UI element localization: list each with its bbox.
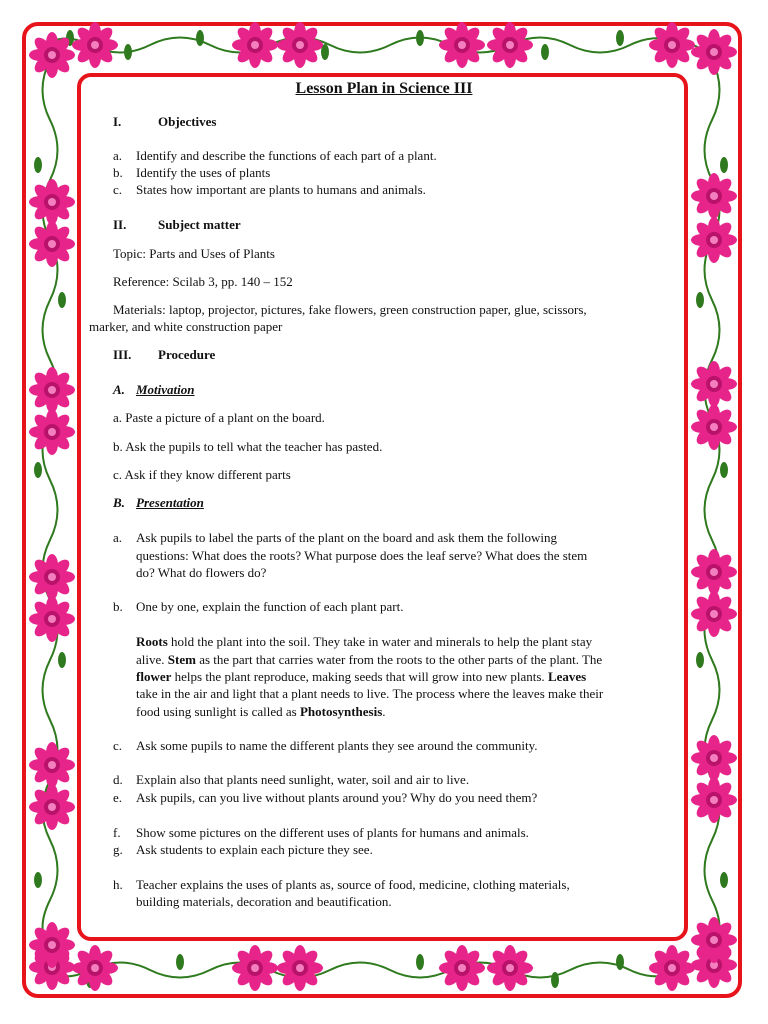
section-heading-objectives: Objectives [158, 114, 217, 129]
plant-parts-paragraph-line [136, 651, 602, 668]
term-stem: Stem [167, 652, 196, 667]
presentation-marker: g. [113, 842, 123, 857]
presentation-text: One by one, explain the function of each plant part. [136, 599, 404, 614]
motivation-item: b. Ask the pupils to tell what the teacher has pasted. [113, 439, 383, 454]
presentation-marker: f. [113, 825, 121, 840]
plant-parts-paragraph-line [136, 703, 386, 720]
term-leaves: Leaves [547, 669, 587, 684]
motivation-item: a. Paste a picture of a plant on the board. [113, 410, 325, 425]
objective-marker: a. [113, 148, 123, 163]
presentation-heading: Presentation [136, 495, 204, 510]
presentation-marker: c. [113, 738, 123, 753]
presentation-marker: a. [113, 530, 123, 545]
term-flower: flower [136, 669, 172, 684]
paragraph-text: as the part that carries water from the roots to the other parts of the plant. The [195, 652, 603, 667]
presentation-text: Show some pictures on the different uses of plants for humans and animals. [136, 825, 529, 840]
presentation-text: Ask pupils, can you live without plants around you? Why do you need them? [136, 790, 538, 805]
presentation-text: Ask some pupils to name the different plants they see around the community. [136, 738, 538, 753]
paragraph-text: hold the plant into the soil. They take in water and minerals to help the plant stay [167, 634, 593, 649]
subject-materials-line2: marker, and white construction paper [89, 319, 283, 334]
paragraph-text: helps the plant reproduce, making seeds that will grow into new plants. [171, 669, 548, 684]
presentation-marker: b. [113, 599, 123, 614]
plant-parts-paragraph-line [136, 633, 592, 650]
section-heading-subject: Subject matter [158, 217, 241, 232]
section-heading-procedure: Procedure [158, 347, 216, 362]
subject-reference: Reference: Scilab 3, pp. 140 – 152 [113, 274, 293, 289]
objective-text: States how important are plants to humans and animals. [136, 182, 426, 197]
paragraph-text: . [382, 704, 386, 719]
objective-marker: b. [113, 165, 123, 180]
subject-topic: Topic: Parts and Uses of Plants [113, 246, 275, 261]
motivation-item: c. Ask if they know different parts [113, 467, 291, 482]
presentation-letter: B. [113, 495, 125, 510]
presentation-text: Ask pupils to label the parts of the plant on the board and ask them the following [136, 530, 557, 545]
presentation-text: do? What do flowers do? [136, 565, 267, 580]
section-number-objectives: I. [113, 114, 122, 129]
presentation-marker: d. [113, 772, 123, 787]
plant-parts-paragraph-line: take in the air and light that a plant needs to live. The process where the leaves make their [136, 686, 604, 701]
presentation-text: Ask students to explain each picture they see. [136, 842, 373, 857]
presentation-marker: h. [113, 877, 123, 892]
motivation-heading: Motivation [136, 382, 195, 397]
motivation-letter: A. [113, 382, 125, 397]
presentation-text: Explain also that plants need sunlight, water, soil and air to live. [136, 772, 470, 787]
paragraph-text: food using sunlight is called as [136, 704, 300, 719]
plant-parts-paragraph-line [136, 668, 586, 685]
objective-text: Identify and describe the functions of each part of a plant. [136, 148, 437, 163]
presentation-marker: e. [113, 790, 123, 805]
section-number-procedure: III. [113, 347, 132, 362]
subject-materials-line1: Materials: laptop, projector, pictures, fake flowers, green construction paper, glue, scissors, [113, 302, 587, 317]
presentation-text: questions: What does the roots? What purpose does the leaf serve? What does the stem [136, 548, 588, 563]
section-number-subject: II. [113, 217, 127, 232]
presentation-text: Teacher explains the uses of plants as, source of food, medicine, clothing materials, [136, 877, 570, 892]
term-photosynthesis: Photosynthesis [299, 704, 383, 719]
presentation-text: building materials, decoration and beautification. [136, 894, 392, 909]
objective-text: Identify the uses of plants [136, 165, 271, 180]
document-title: Lesson Plan in Science III [295, 80, 473, 97]
term-roots: Roots [136, 634, 168, 649]
paragraph-text: alive. [136, 652, 168, 667]
objective-marker: c. [113, 182, 123, 197]
